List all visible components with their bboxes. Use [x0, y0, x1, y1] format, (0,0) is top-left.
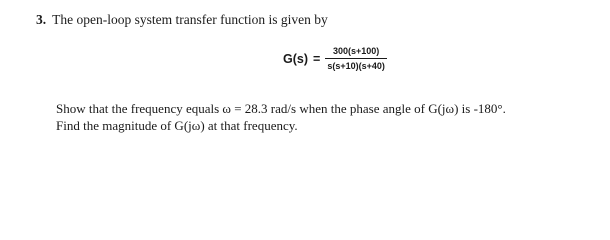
equation-equals-sign: =	[313, 51, 321, 66]
problem-statement-line-1: Show that the frequency equals ω = 28.3 rad/s when the phase angle of G(jω) is -180°.	[56, 101, 506, 116]
fraction-numerator: 300(s+100)	[332, 46, 380, 56]
transfer-function-equation	[283, 46, 387, 71]
question-intro: The open-loop system transfer function is given by	[52, 12, 328, 27]
fraction-denominator: s(s+10)(s+40)	[327, 61, 385, 71]
question-number: 3.	[36, 12, 47, 27]
problem-statement-line-2: Find the magnitude of G(jω) at that frequency.	[56, 118, 298, 133]
equation-fraction	[325, 46, 387, 71]
question-intro-line	[36, 12, 328, 28]
equation-lhs: G(s)	[283, 51, 308, 66]
